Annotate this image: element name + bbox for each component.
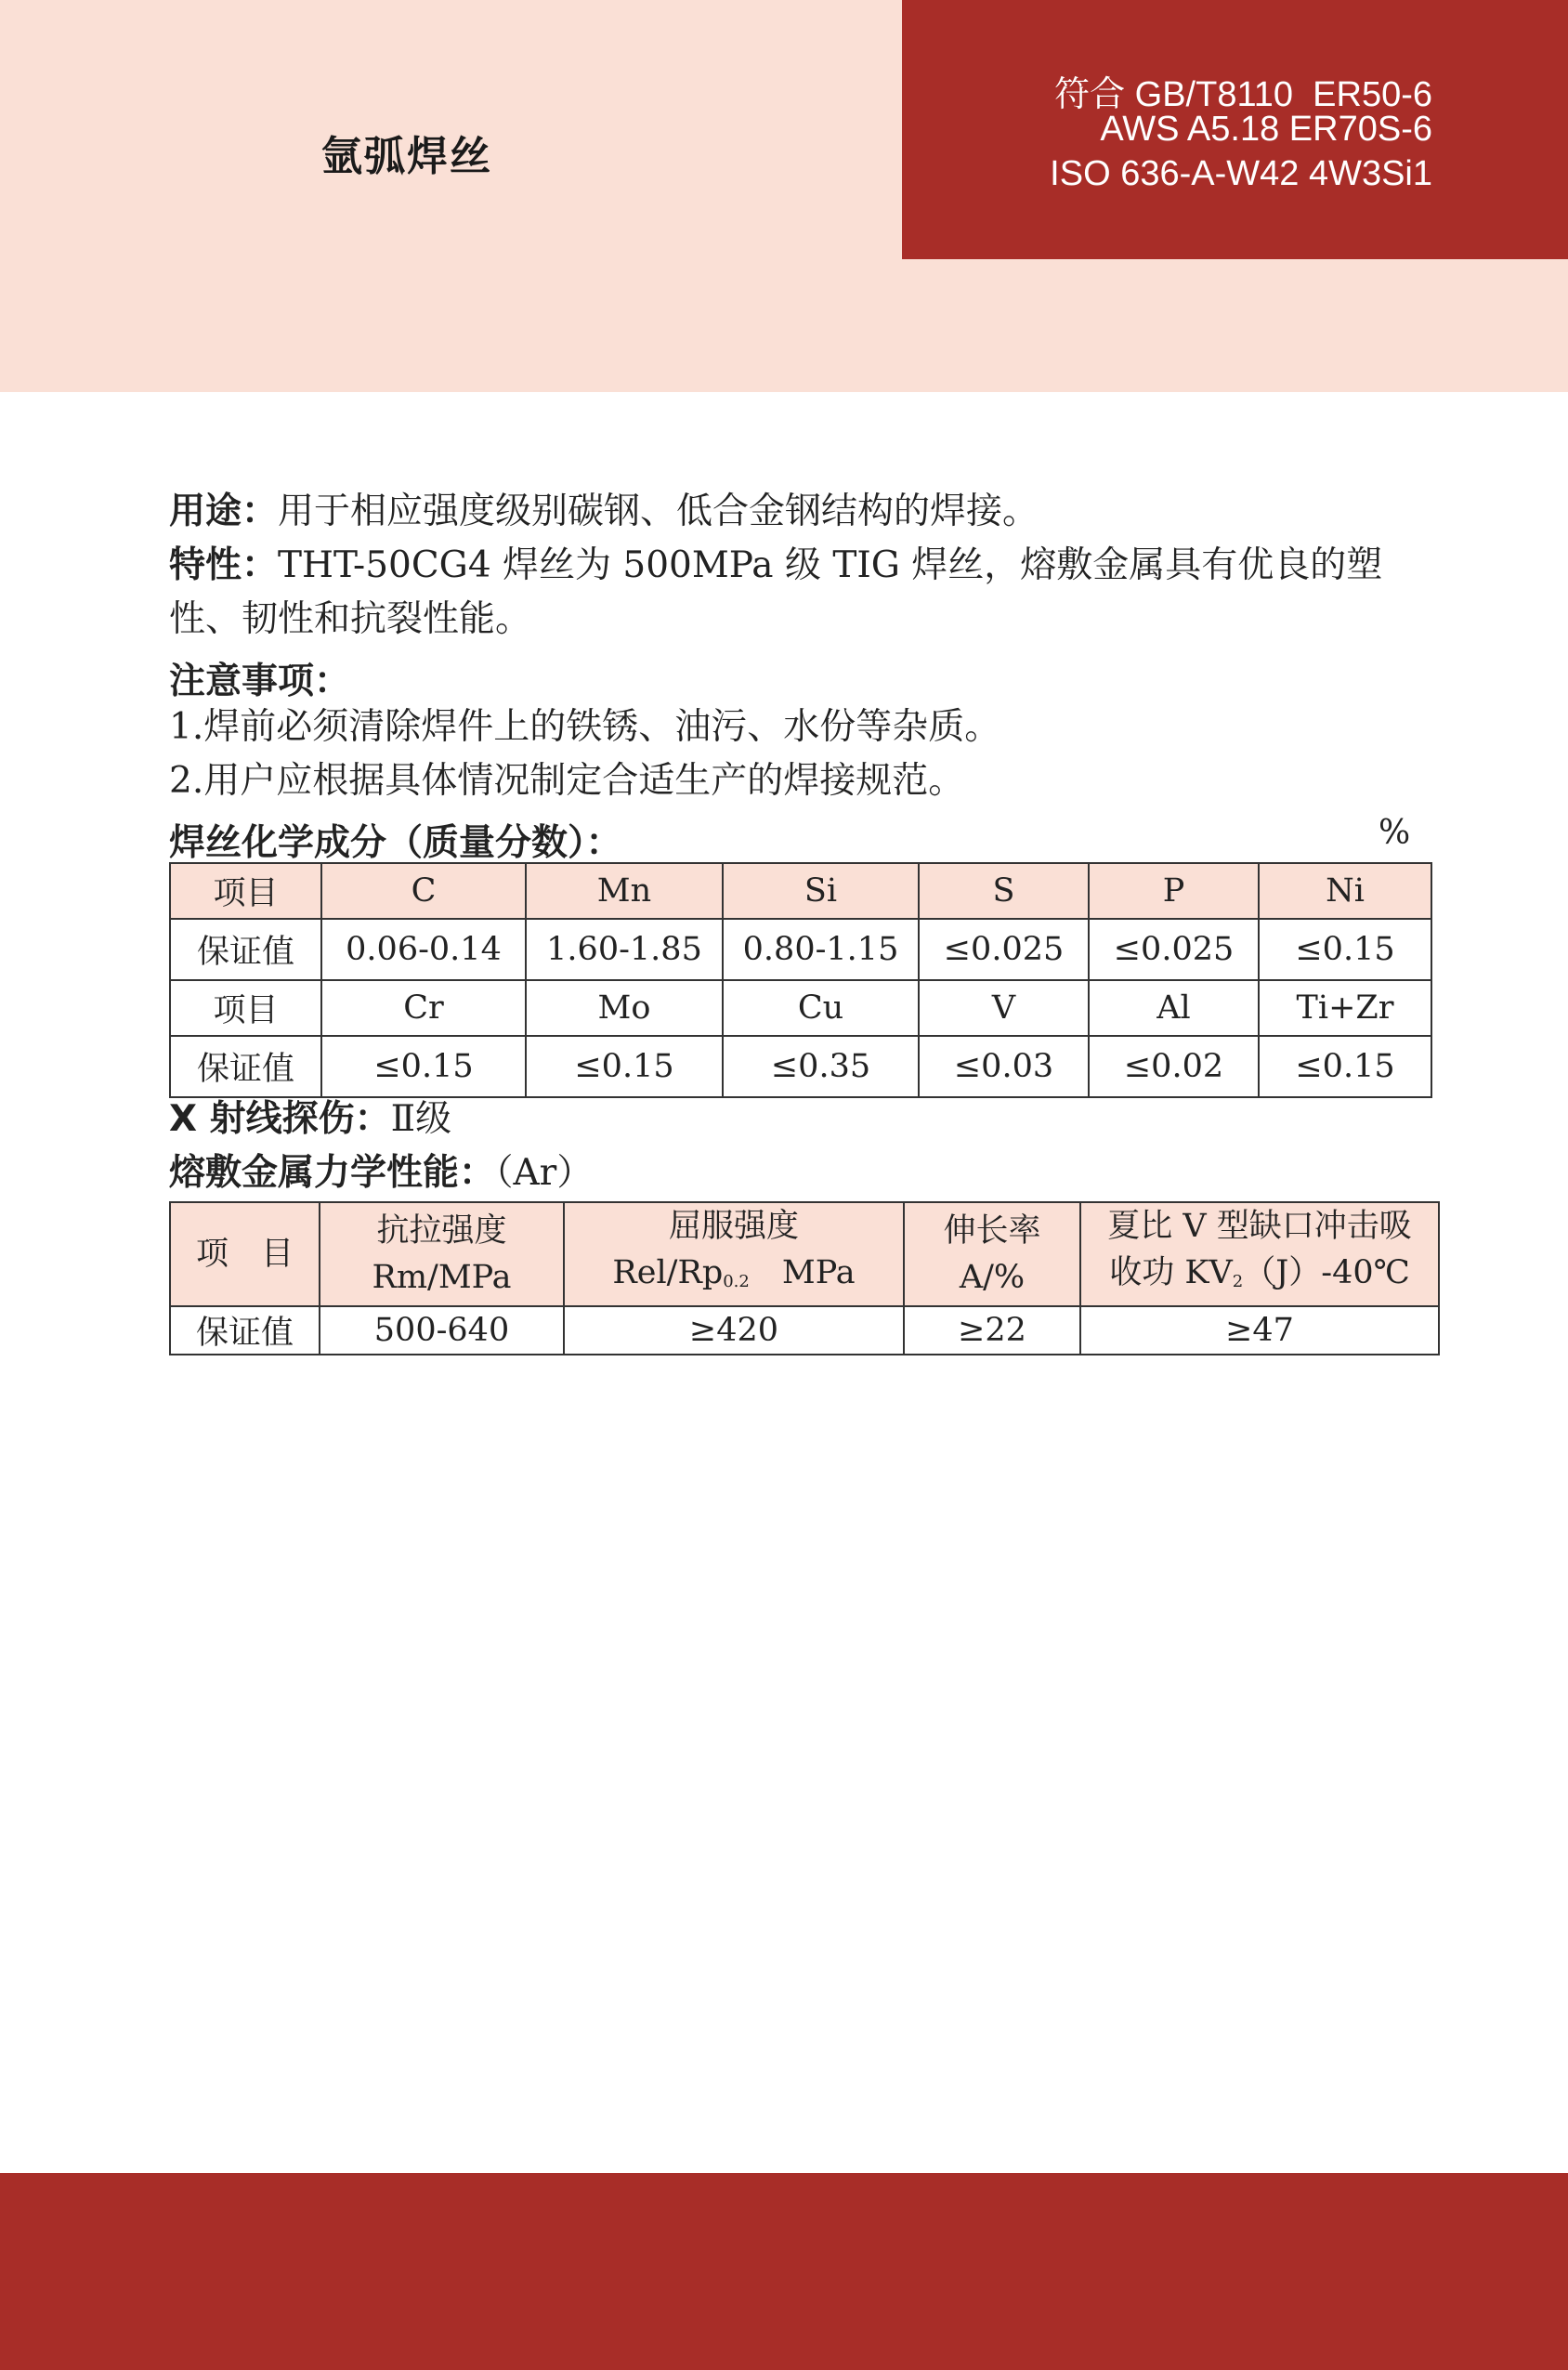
chem-cell: 1.60-1.85: [526, 919, 723, 980]
xray-value: Ⅱ级: [390, 1098, 452, 1140]
chem-cell: P: [1089, 863, 1259, 919]
chem-cell: C: [321, 863, 526, 919]
mech-header-yield: [564, 1202, 904, 1306]
mech-item-header: 项 目: [170, 1202, 320, 1306]
standard-gb: 符合 GB/T8110 ER50-6: [1054, 75, 1432, 114]
mech-value-row: [170, 1306, 1439, 1355]
chem-cell: ≤0.025: [1089, 919, 1259, 980]
xray-line: [169, 1093, 451, 1146]
chem-cell: 项目: [170, 980, 321, 1036]
chem-value-row-1: [170, 919, 1431, 980]
chem-header-row-1: [170, 863, 1431, 919]
properties-line-2: 性、韧性和抗裂性能。: [169, 598, 532, 640]
chem-cell: 保证值: [170, 919, 321, 980]
yield-unit-sub: 0.2: [723, 1272, 750, 1291]
properties-line: [169, 539, 1382, 593]
chem-cell: V: [919, 980, 1089, 1036]
mech-heading-line: [169, 1146, 593, 1200]
yield-unit-a: Rel/Rp: [612, 1254, 724, 1291]
chem-heading: 焊丝化学成分（质量分数）：: [169, 822, 622, 864]
yield-title: 屈服强度: [668, 1208, 799, 1245]
chem-cell: ≤0.02: [1089, 1036, 1259, 1097]
mech-table: [169, 1201, 1440, 1355]
chem-cell: Ni: [1259, 863, 1431, 919]
mech-value-tensile: 500-640: [320, 1306, 564, 1355]
mech-value-elongation: ≥22: [904, 1306, 1080, 1355]
usage-line: [169, 485, 1039, 539]
chem-cell: ≤0.35: [723, 1036, 919, 1097]
chem-cell: ≤0.15: [321, 1036, 526, 1097]
impact-unit-a: 收功 KV: [1109, 1254, 1233, 1291]
chem-cell: 项目: [170, 863, 321, 919]
chem-cell: Cu: [723, 980, 919, 1036]
properties-label: 特性：: [169, 544, 279, 586]
standard-iso: ISO 636-A-W42 4W3Si1: [1050, 154, 1432, 193]
standards-box: [902, 0, 1568, 259]
mech-gas: （Ar）: [495, 1152, 594, 1194]
chem-cell: ≤0.03: [919, 1036, 1089, 1097]
usage-text: 用于相应强度级别碳钢、低合金钢结构的焊接。: [278, 491, 1039, 532]
note-1: 1.焊前必须清除焊件上的铁锈、油污、水份等杂质。: [169, 706, 1001, 748]
chem-header-row-2: [170, 980, 1431, 1036]
chem-cell: ≤0.15: [1259, 919, 1431, 980]
chem-cell: 0.80-1.15: [723, 919, 919, 980]
yield-unit: [565, 1250, 903, 1305]
elongation-title: 伸长率: [943, 1212, 1041, 1250]
footer-band: [0, 2173, 1568, 2370]
chem-cell: ≤0.15: [1259, 1036, 1431, 1097]
impact-unit-sub: 2: [1232, 1272, 1244, 1291]
tensile-unit: Rm/MPa: [372, 1259, 512, 1296]
mech-value-label: 保证值: [170, 1306, 320, 1355]
chem-cell: S: [919, 863, 1089, 919]
mech-header-impact: [1080, 1202, 1439, 1306]
yield-unit-b: MPa: [749, 1254, 856, 1291]
impact-title: 夏比 V 型缺口冲击吸: [1107, 1208, 1412, 1245]
chem-cell: Si: [723, 863, 919, 919]
impact-unit: [1081, 1250, 1438, 1305]
chem-unit: %: [1379, 814, 1411, 852]
chem-table: [169, 862, 1432, 1098]
elongation-unit: A/%: [959, 1259, 1026, 1296]
standard-aws: AWS A5.18 ER70S-6: [1100, 110, 1432, 149]
mech-header-row: [170, 1202, 1439, 1306]
chem-cell: 保证值: [170, 1036, 321, 1097]
xray-label: X 射线探伤：: [169, 1098, 391, 1140]
mech-value-yield: ≥420: [564, 1306, 904, 1355]
chem-cell: Al: [1089, 980, 1259, 1036]
chem-cell: Mn: [526, 863, 723, 919]
mech-header-elongation: [904, 1202, 1080, 1306]
note-2: 2.用户应根据具体情况制定合适生产的焊接规范。: [169, 760, 965, 802]
chem-cell: Cr: [321, 980, 526, 1036]
mech-value-impact: ≥47: [1080, 1306, 1439, 1355]
chem-cell: Mo: [526, 980, 723, 1036]
properties-text: THT-50CG4 焊丝为 500MPa 级 TIG 焊丝，熔敷金属具有优良的塑: [278, 544, 1383, 586]
usage-label: 用途：: [169, 491, 279, 532]
chem-cell: Ti+Zr: [1259, 980, 1431, 1036]
chem-value-row-2: [170, 1036, 1431, 1097]
chem-cell: 0.06-0.14: [321, 919, 526, 980]
impact-unit-b: （J）-40℃: [1243, 1254, 1410, 1291]
notes-heading: 注意事项：: [169, 661, 351, 702]
chem-cell: ≤0.15: [526, 1036, 723, 1097]
product-title: 氩弧焊丝: [321, 133, 492, 180]
tensile-title: 抗拉强度: [376, 1212, 507, 1250]
chem-cell: ≤0.025: [919, 919, 1089, 980]
mech-heading: 熔敷金属力学性能：: [169, 1152, 496, 1194]
mech-header-tensile: [320, 1202, 564, 1306]
